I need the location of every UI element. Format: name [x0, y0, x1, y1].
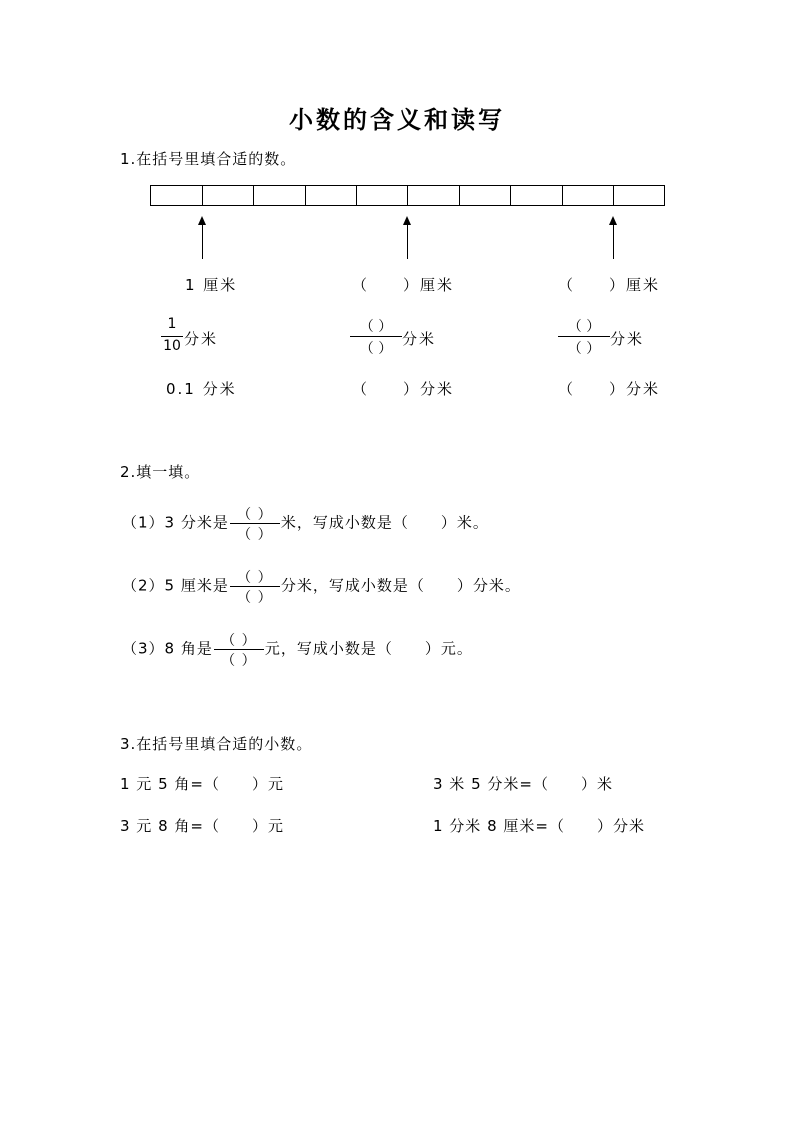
- fraction-unit: 分米: [402, 330, 437, 348]
- conversion-item[interactable]: 3 元 8 角=（ ）元: [120, 817, 284, 835]
- fraction-unit: 分米: [610, 330, 645, 348]
- question-2-heading: 2.填一填。: [120, 463, 201, 481]
- item-suffix[interactable]: 分米，写成小数是（ ）分米。: [280, 576, 521, 595]
- centimeter-blank[interactable]: （ ）厘米: [352, 276, 455, 294]
- question-1-heading: 1.在括号里填合适的数。: [120, 150, 297, 168]
- fraction-numerator[interactable]: （ ）: [359, 319, 393, 335]
- fraction-numerator[interactable]: （ ）: [567, 319, 601, 335]
- ruler-cell: [356, 185, 407, 206]
- centimeter-blank[interactable]: （ ）厘米: [558, 276, 661, 294]
- fraction-denominator[interactable]: （ ）: [567, 341, 601, 357]
- decimal-blank[interactable]: （ ）分米: [352, 380, 455, 398]
- ruler-cell: [613, 185, 665, 206]
- ruler-cell: [407, 185, 459, 206]
- decimal-blank[interactable]: （ ）分米: [558, 380, 661, 398]
- fraction-blank[interactable]: [350, 316, 402, 358]
- ruler-cell: [253, 185, 305, 206]
- conversion-item[interactable]: 3 米 5 分米=（ ）米: [433, 775, 613, 793]
- item-suffix[interactable]: 米，写成小数是（ ）米。: [280, 513, 489, 532]
- fraction-blank[interactable]: [558, 316, 610, 358]
- fraction-blank[interactable]: [214, 629, 264, 669]
- conversion-item[interactable]: 1 元 5 角=（ ）元: [120, 775, 284, 793]
- ruler-cell: [150, 185, 202, 206]
- fraction-denominator[interactable]: （ ）: [237, 527, 273, 543]
- ruler-cell: [459, 185, 510, 206]
- question-3-heading: 3.在括号里填合适的小数。: [120, 735, 313, 753]
- page-title: 小数的含义和读写: [289, 105, 505, 134]
- fraction-numerator[interactable]: （ ）: [237, 570, 273, 586]
- ruler-cell: [510, 185, 562, 206]
- item-prefix: （2）5 厘米是: [122, 576, 229, 595]
- fraction-denominator[interactable]: （ ）: [359, 341, 393, 357]
- fraction-denominator: 10: [163, 338, 181, 354]
- fraction-numerator: 1: [167, 316, 177, 332]
- fraction-unit: 分米: [184, 330, 219, 348]
- fraction-denominator[interactable]: （ ）: [237, 590, 273, 606]
- conversion-item[interactable]: 1 分米 8 厘米=（ ）分米: [433, 817, 645, 835]
- ruler-cell: [305, 185, 356, 206]
- fraction: [160, 316, 184, 358]
- fraction-denominator[interactable]: （ ）: [221, 653, 257, 669]
- fraction-numerator[interactable]: （ ）: [237, 507, 273, 523]
- fill-item-1: [122, 503, 489, 543]
- fill-item-3: [122, 629, 473, 669]
- item-prefix: （1）3 分米是: [122, 513, 229, 532]
- fraction-blank[interactable]: [230, 503, 280, 543]
- ruler-cell: [562, 185, 613, 206]
- item-prefix: （3）8 角是: [122, 639, 213, 658]
- ruler-cell: [202, 185, 253, 206]
- fraction-blank[interactable]: [230, 566, 280, 606]
- fraction-numerator[interactable]: （ ）: [221, 633, 257, 649]
- centimeter-label: 1 厘米: [185, 276, 238, 294]
- item-suffix[interactable]: 元，写成小数是（ ）元。: [264, 639, 473, 658]
- decimal-label: 0.1 分米: [166, 380, 237, 398]
- fill-item-2: [122, 566, 521, 606]
